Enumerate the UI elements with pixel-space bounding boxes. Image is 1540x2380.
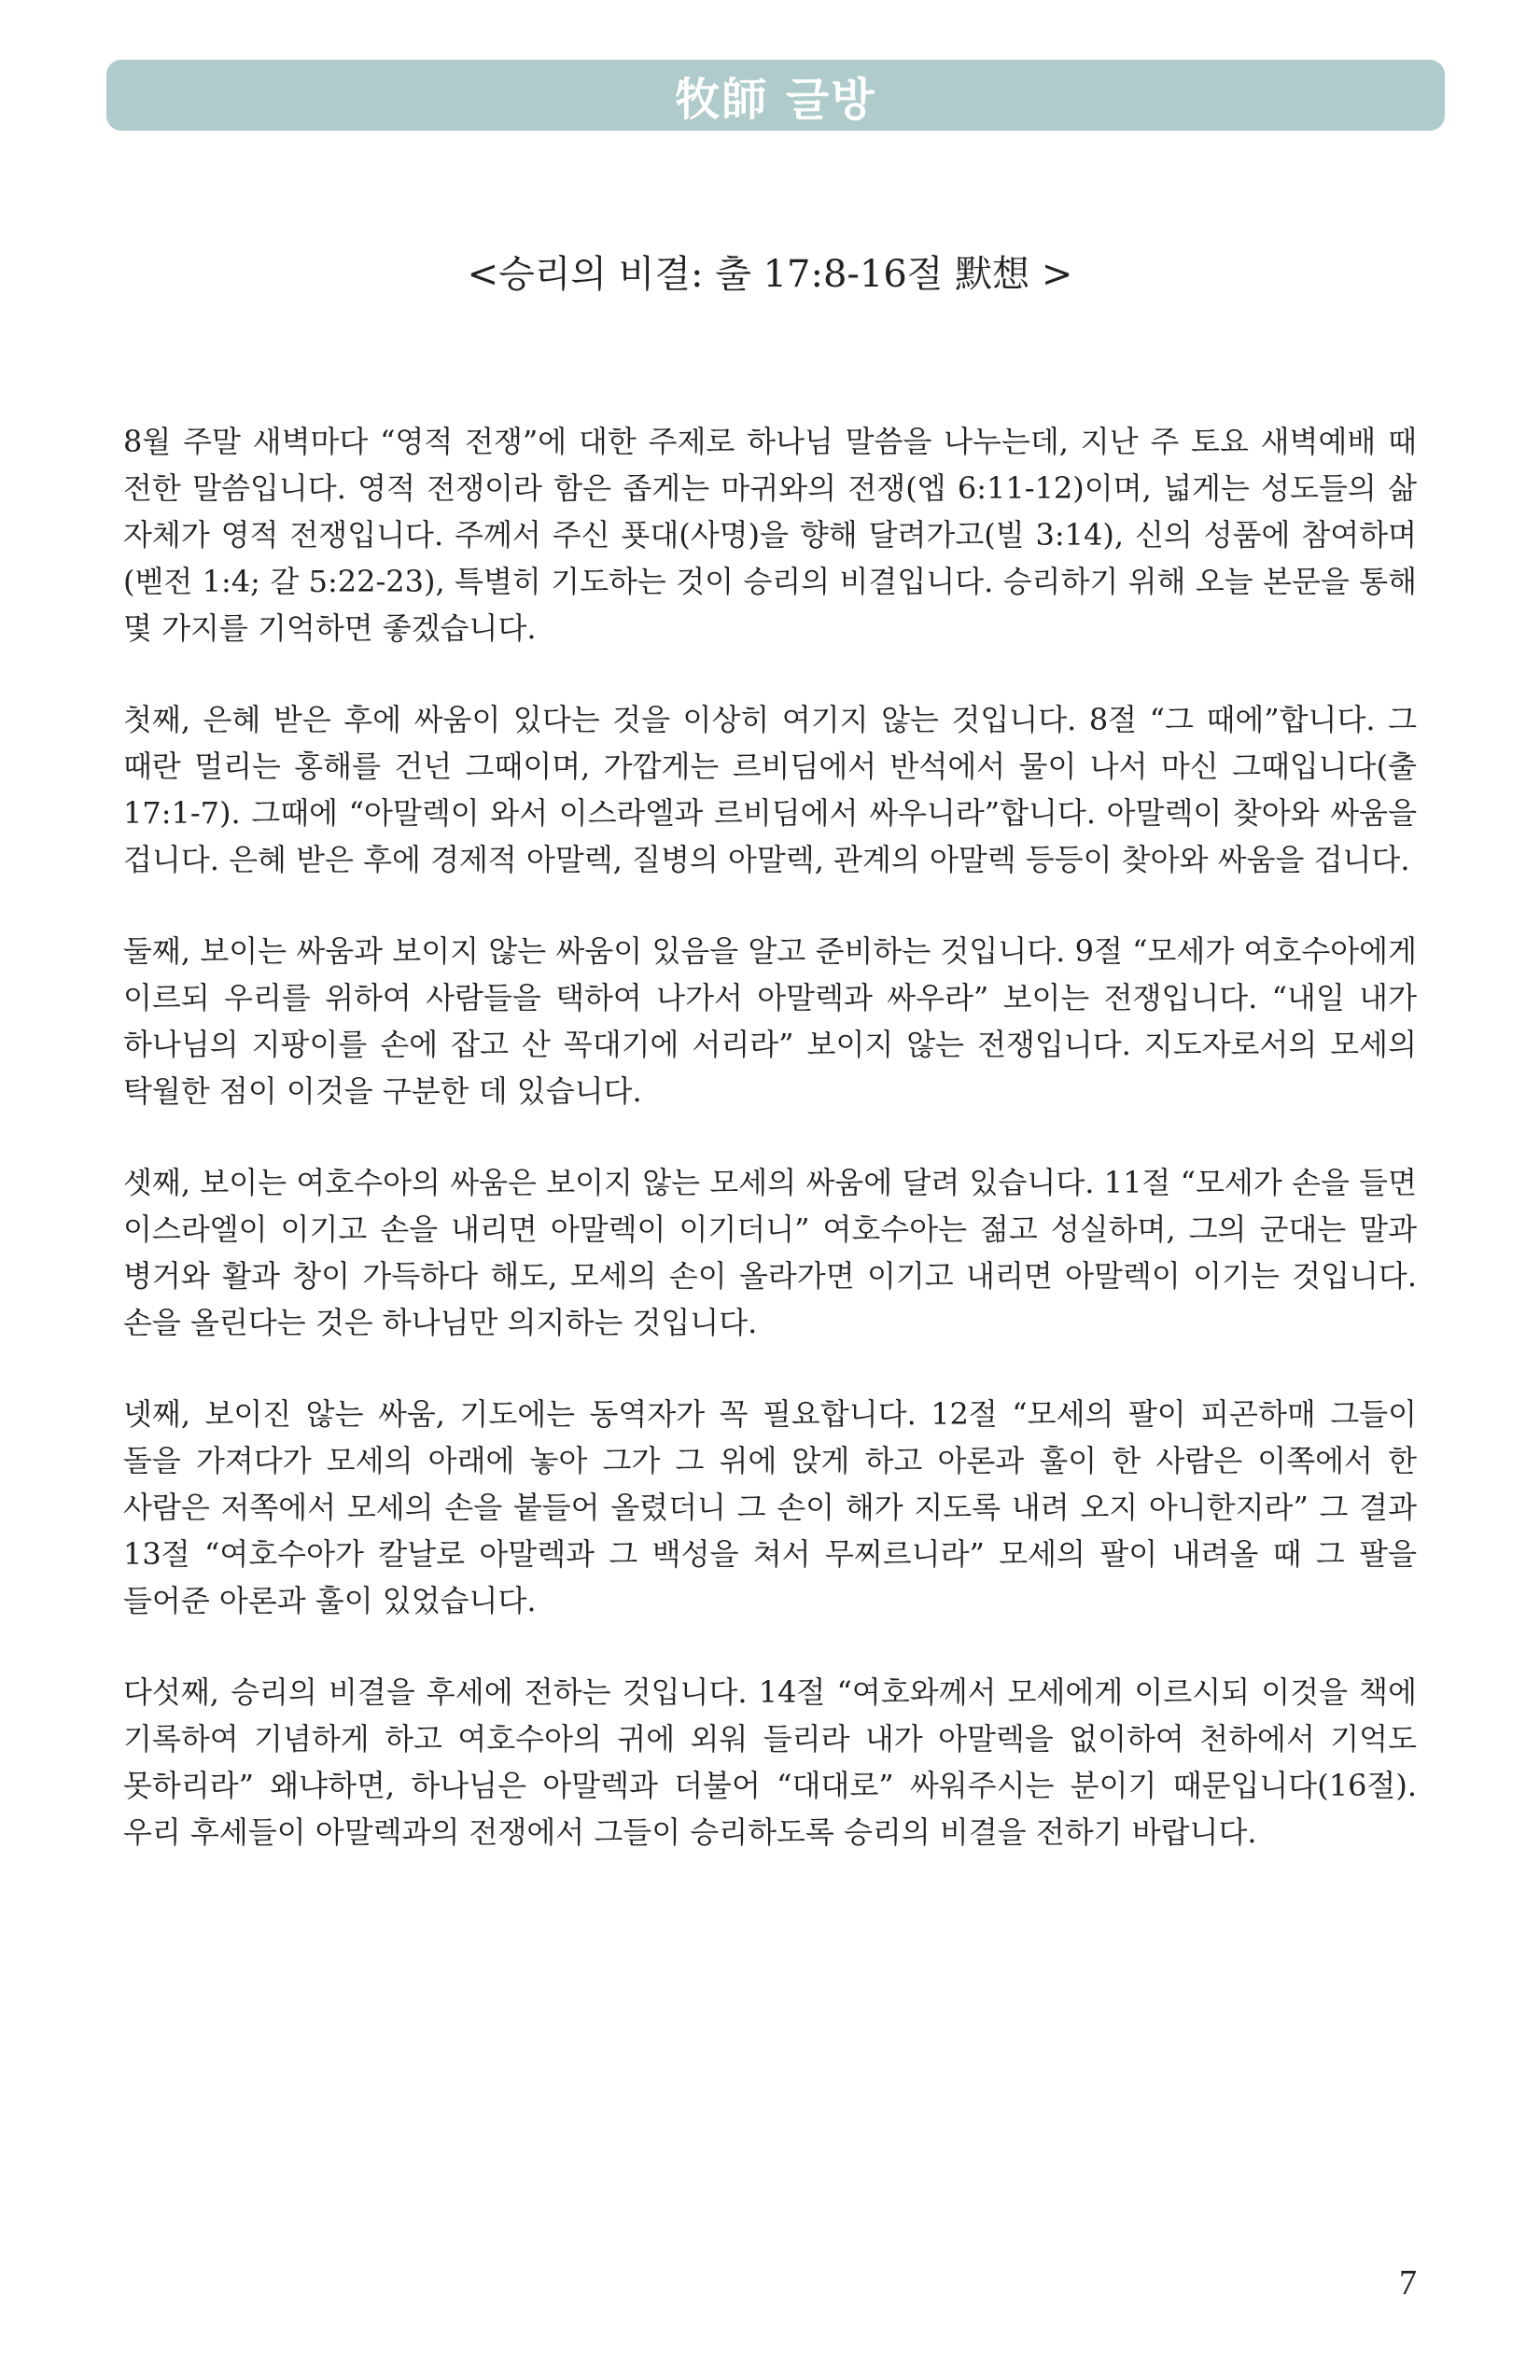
paragraph-third: 셋째, 보이는 여호수아의 싸움은 보이지 않는 모세의 싸움에 달려 있습니다. 11절 “모세가 손을 들면 이스라엘이 이기고 손을 내리면 아말렉이 이기더니” 여호수아는 젊고 성실하며, 그의 군대는 말과 병거와 활과 창이 가득하다 해도, 모세의 손이 올라가면 이기고 내리면 아말렉이 이기는 것입니다. 손을 올린다는 것은 하나님만 의지하는 것입니다. <box>123 1165 1417 1340</box>
paragraph-fourth: 넷째, 보이진 않는 싸움, 기도에는 동역자가 꼭 필요합니다. 12절 “모세의 팔이 피곤하매 그들이 돌을 가져다가 모세의 아래에 놓아 그가 그 위에 앉게 하고 아론과 훌이 한 사람은 이쪽에서 한 사람은 저쪽에서 모세의 손을 붙들어 올렸더니 그 손이 해가 지도록 내려 오지 아니한지라” 그 결과 13절 “여호수아가 칼날로 아말렉과 그 백성을 쳐서 무찌르니라” 모세의 팔이 내려올 때 그 팔을 들어준 아론과 훌이 있었습니다. <box>123 1396 1417 1618</box>
document-title: <승리의 비결: 출 17:8-16절 默想 > <box>467 253 1073 296</box>
header-bar <box>106 60 1445 131</box>
header-title: 牧師 글방 <box>675 73 876 126</box>
paragraph-fifth: 다섯째, 승리의 비결을 후세에 전하는 것입니다. 14절 “여호와께서 모세에게 이르시되 이것을 책에 기록하여 기념하게 하고 여호수아의 귀에 외워 들리라 내가 아말렉을 없이하여 천하에서 기억도 못하리라” 왜냐하면, 하나님은 아말렉과 더불어 “대대로” 싸워주시는 분이기 때문입니다(16절). 우리 후세들이 아말렉과의 전쟁에서 그들이 승리하도록 승리의 비결을 전하기 바랍니다. <box>123 1674 1417 1850</box>
paragraph-second: 둘째, 보이는 싸움과 보이지 않는 싸움이 있음을 알고 준비하는 것입니다. 9절 “모세가 여호수아에게 이르되 우리를 위하여 사람들을 택하여 나가서 아말렉과 싸우라” 보이는 전쟁입니다. “내일 내가 하나님의 지팡이를 손에 잡고 산 꼭대기에 서리라” 보이지 않는 전쟁입니다. 지도자로서의 모세의 탁월한 점이 이것을 구분한 데 있습니다. <box>123 933 1417 1109</box>
paragraph-first: 첫째, 은혜 받은 후에 싸움이 있다는 것을 이상히 여기지 않는 것입니다. 8절 “그 때에”합니다. 그 때란 멀리는 홍해를 건넌 그때이며, 가깝게는 르비딤에서 반석에서 물이 나서 마신 그때입니다(출 17:1-7). 그때에 “아말렉이 와서 이스라엘과 르비딤에서 싸우니라”합니다. 아말렉이 찾아와 싸움을 겁니다. 은혜 받은 후에 경제적 아말렉, 질병의 아말렉, 관계의 아말렉 등등이 찾아와 싸움을 겁니다. <box>123 702 1417 877</box>
paragraph-intro: 8월 주말 새벽마다 “영적 전쟁”에 대한 주제로 하나님 말씀을 나누는데, 지난 주 토요 새벽예배 때 전한 말씀입니다. 영적 전쟁이라 함은 좁게는 마귀와의 전쟁(엡 6:11-12)이며, 넓게는 성도들의 삶 자체가 영적 전쟁입니다. 주께서 주신 푯대(사명)을 향해 달려가고(빌 3:14), 신의 성품에 참여하며(벧전 1:4; 갈 5:22-23), 특별히 기도하는 것이 승리의 비결입니다. 승리하기 위해 오늘 본문을 통해 몇 가지를 기억하면 좋겠습니다. <box>123 424 1417 646</box>
document-body <box>123 418 1417 1900</box>
page-number: 7 <box>1399 2263 1417 2303</box>
